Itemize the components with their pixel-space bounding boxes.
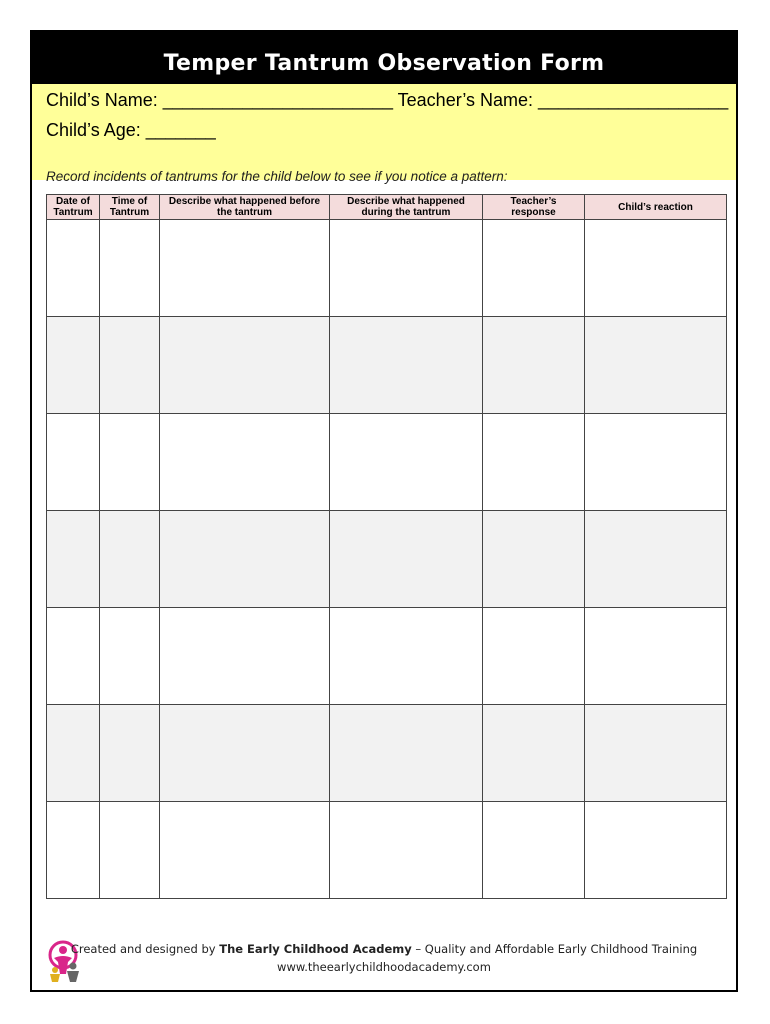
table-row [47,802,727,899]
cell-date[interactable] [47,317,100,414]
cell-time[interactable] [100,414,160,511]
col-header-teacher-response: Teacher’s response [483,195,585,220]
col-header-child-reaction: Child’s reaction [585,195,727,220]
cell-before[interactable] [160,414,330,511]
cell-child-reaction[interactable] [585,705,727,802]
cell-date[interactable] [47,608,100,705]
cell-date[interactable] [47,705,100,802]
table-header-row [47,195,727,220]
footer-credit: Created and designed by The Early Childhood Academy – Quality and Affordable Early Childhood Training [70,942,698,956]
cell-date[interactable] [47,511,100,608]
cell-during[interactable] [330,608,483,705]
cell-during[interactable] [330,414,483,511]
cell-child-reaction[interactable] [585,802,727,899]
cell-time[interactable] [100,802,160,899]
cell-date[interactable] [47,802,100,899]
child-name-field[interactable]: Child’s Name: _______________________ [46,90,393,110]
form-page [30,30,738,992]
cell-time[interactable] [100,511,160,608]
observation-table [46,194,727,899]
teacher-name-field[interactable]: Teacher’s Name: ___________________ [397,90,729,110]
footer [32,940,736,976]
table-row [47,511,727,608]
cell-time[interactable] [100,220,160,317]
cell-teacher-response[interactable] [483,511,585,608]
table-row [47,220,727,317]
table-row [47,608,727,705]
cell-time[interactable] [100,705,160,802]
cell-during[interactable] [330,220,483,317]
cell-during[interactable] [330,317,483,414]
form-title: Temper Tantrum Observation Form [32,32,736,84]
cell-child-reaction[interactable] [585,608,727,705]
cell-child-reaction[interactable] [585,511,727,608]
cell-teacher-response[interactable] [483,414,585,511]
table-row [47,414,727,511]
cell-date[interactable] [47,414,100,511]
cell-date[interactable] [47,220,100,317]
cell-teacher-response[interactable] [483,608,585,705]
name-line [46,90,728,111]
table-row [47,705,727,802]
instructions-text: Record incidents of tantrums for the child below to see if you notice a pattern: [46,169,508,184]
col-header-during: Describe what happened during the tantrum [330,195,483,220]
cell-before[interactable] [160,705,330,802]
cell-teacher-response[interactable] [483,802,585,899]
cell-child-reaction[interactable] [585,317,727,414]
cell-before[interactable] [160,511,330,608]
cell-teacher-response[interactable] [483,220,585,317]
cell-time[interactable] [100,608,160,705]
cell-teacher-response[interactable] [483,705,585,802]
footer-url[interactable]: www.theearlychildhoodacademy.com [277,960,491,974]
cell-during[interactable] [330,705,483,802]
cell-child-reaction[interactable] [585,220,727,317]
col-header-time: Time of Tantrum [100,195,160,220]
table-row [47,317,727,414]
info-panel [32,84,736,180]
cell-during[interactable] [330,511,483,608]
cell-before[interactable] [160,317,330,414]
col-header-date: Date of Tantrum [47,195,100,220]
cell-before[interactable] [160,608,330,705]
cell-during[interactable] [330,802,483,899]
child-age-field[interactable]: Child’s Age: _______ [46,120,216,140]
col-header-before: Describe what happened before the tantrum [160,195,330,220]
footer-org-name: The Early Childhood Academy [219,942,412,956]
cell-before[interactable] [160,802,330,899]
cell-teacher-response[interactable] [483,317,585,414]
cell-child-reaction[interactable] [585,414,727,511]
cell-before[interactable] [160,220,330,317]
cell-time[interactable] [100,317,160,414]
